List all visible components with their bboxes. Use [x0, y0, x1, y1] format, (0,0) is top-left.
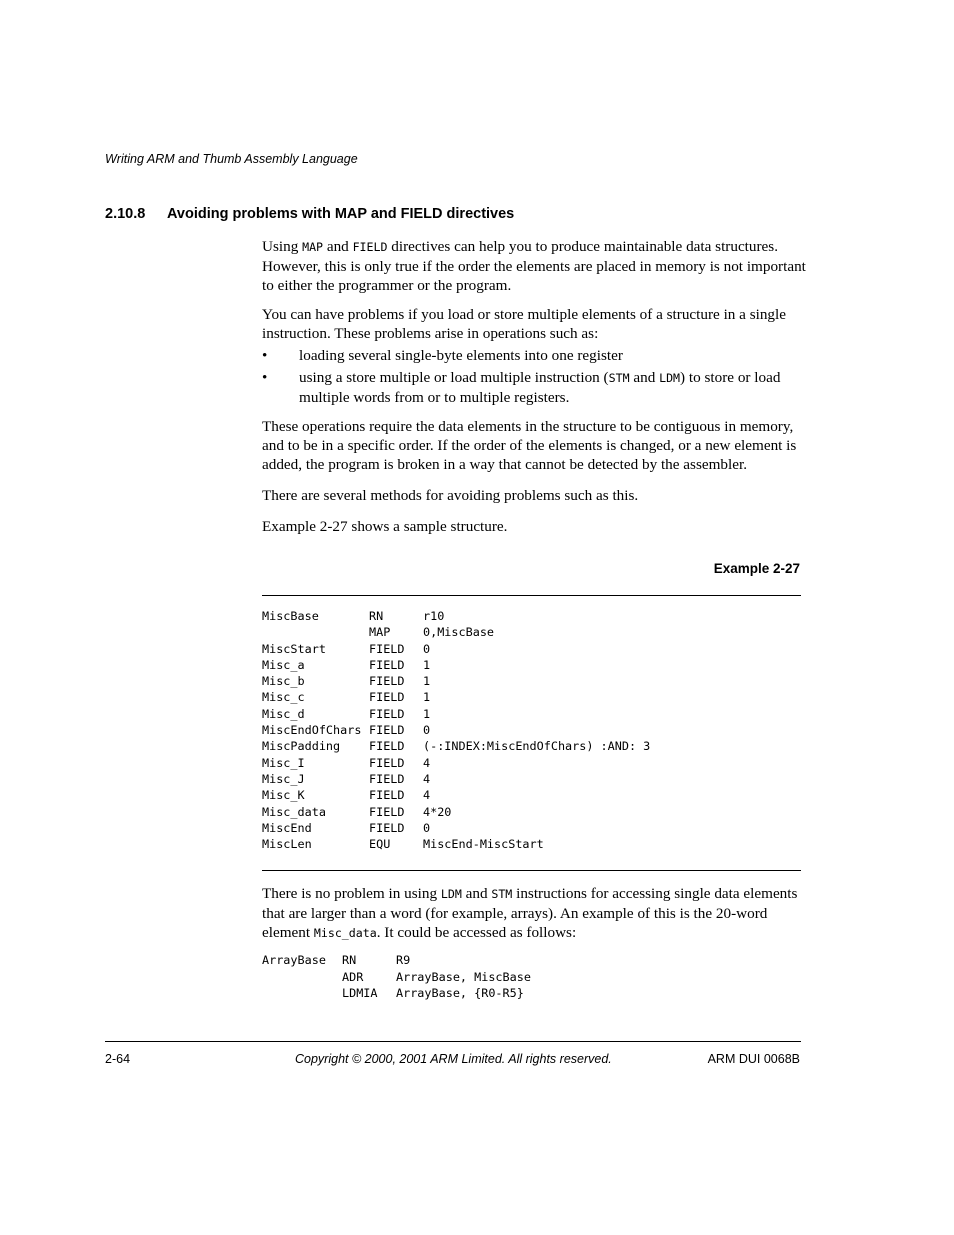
- code-directive: FIELD: [369, 771, 405, 786]
- footer-page-number: 2-64: [105, 1052, 131, 1066]
- text-run: and: [629, 369, 660, 386]
- code-run: FIELD: [352, 240, 388, 254]
- code-directive: ADR: [342, 969, 364, 984]
- paragraph-methods: There are several methods for avoiding problems such as this.: [262, 487, 639, 504]
- text-run: using a store multiple or load multiple instruction (: [299, 369, 609, 386]
- code-run: LDM: [440, 887, 462, 901]
- example-top-rule: [262, 595, 801, 596]
- code-label: [262, 969, 342, 986]
- text-run: and: [461, 885, 492, 902]
- code-line: [262, 608, 650, 624]
- code-line: [262, 952, 531, 969]
- code-line: [262, 657, 650, 673]
- code-line: [262, 738, 650, 754]
- code-line: [262, 969, 531, 986]
- code-operand: 4: [423, 788, 431, 803]
- code-line: [262, 820, 650, 836]
- code-line: [262, 641, 650, 657]
- code-label: Misc_I: [262, 755, 305, 770]
- code-operand: 1: [423, 690, 431, 705]
- code-label: MiscLen: [262, 837, 312, 852]
- code-directive: FIELD: [369, 804, 405, 819]
- code-operand: 0,MiscBase: [423, 625, 495, 640]
- code-run: LDM: [659, 371, 681, 385]
- section-number: 2.10.8: [105, 206, 146, 222]
- code-label: [262, 985, 342, 1002]
- code-directive: FIELD: [369, 641, 405, 656]
- code-directive: FIELD: [369, 739, 405, 754]
- code-directive: FIELD: [369, 820, 405, 835]
- code-label: Misc_J: [262, 771, 305, 786]
- code-run: STM: [491, 887, 513, 901]
- running-head: Writing ARM and Thumb Assembly Language: [105, 152, 358, 166]
- example-caption: Example 2-27: [713, 561, 800, 576]
- code-label: MiscBase: [262, 609, 319, 623]
- code-operand: R9: [396, 953, 411, 967]
- code-label: MiscStart: [262, 641, 326, 656]
- code-label: Misc_d: [262, 706, 305, 721]
- footer-copyright: Copyright © 2000, 2001 ARM Limited. All rights reserved.: [295, 1052, 612, 1066]
- code-operand: 1: [423, 657, 431, 672]
- footer-rule: [105, 1041, 801, 1042]
- code-label: Misc_b: [262, 674, 305, 689]
- code-line: [262, 771, 650, 787]
- code-label: Misc_a: [262, 657, 305, 672]
- text-run: directives can help you to produce maintainable data structures. However, this is only true if the order the elements are placed in memory is not important to either the programmer or the program.: [262, 238, 806, 294]
- code-directive: FIELD: [369, 755, 405, 770]
- bullet-text: loading several single-byte elements into one register: [299, 347, 623, 364]
- code-directive: EQU: [369, 837, 391, 852]
- footer-doc-id: ARM DUI 0068B: [707, 1052, 800, 1066]
- code-operand: ArrayBase, MiscBase: [396, 969, 531, 984]
- code-line: [262, 985, 531, 1002]
- bullet-text: [299, 368, 807, 407]
- code-operand: 1: [423, 706, 431, 721]
- code-run: MAP: [302, 240, 324, 254]
- paragraph-map-field-intro: [262, 237, 807, 295]
- code-line: [262, 836, 650, 852]
- code-line: [262, 706, 650, 722]
- code-operand: 4: [423, 771, 431, 786]
- code-label: MiscPadding: [262, 739, 341, 754]
- code-line: [262, 673, 650, 689]
- example-code-block: [262, 608, 650, 852]
- paragraph-example-ref: Example 2-27 shows a sample structure.: [262, 518, 508, 535]
- code-directive: FIELD: [369, 706, 405, 721]
- code-operand: 0: [423, 641, 431, 656]
- code-label: Misc_c: [262, 690, 305, 705]
- code-operand: 4*20: [423, 804, 452, 819]
- code-run: STM: [608, 371, 630, 385]
- text-run: instructions for accessing single data elements that are larger than a word (for example, arrays). An example of this is the 20-word element: [262, 885, 798, 941]
- code-label: MiscEndOfChars: [262, 723, 362, 738]
- code-directive: FIELD: [369, 674, 405, 689]
- code-line: [262, 624, 650, 640]
- paragraph-problems: You can have problems if you load or store multiple elements of a structure in a single instruction. These problems arise in operations such as:: [262, 306, 786, 342]
- code-directive: MAP: [369, 625, 391, 640]
- example-bottom-rule: [262, 870, 801, 871]
- code-directive: RN: [369, 609, 384, 623]
- code-operand: (-:INDEX:MiscEndOfChars) :AND: 3: [423, 739, 651, 754]
- text-run: ) to store or load multiple words from or to multiple registers.: [299, 369, 781, 406]
- code-line: [262, 787, 650, 803]
- code-operand: MiscEnd-MiscStart: [423, 837, 544, 852]
- array-code-block: [262, 952, 531, 1002]
- code-label: ArrayBase: [262, 953, 326, 967]
- code-line: [262, 722, 650, 738]
- text-run: There is no problem in using: [262, 885, 441, 902]
- code-directive: FIELD: [369, 657, 405, 672]
- code-directive: FIELD: [369, 690, 405, 705]
- code-operand: 0: [423, 723, 431, 738]
- section-heading: [105, 206, 514, 222]
- paragraph-ldm-stm: [262, 884, 807, 943]
- code-directive: FIELD: [369, 788, 405, 803]
- text-run: and: [323, 238, 353, 255]
- code-operand: 1: [423, 674, 431, 689]
- code-label: [262, 624, 369, 640]
- section-title: Avoiding problems with MAP and FIELD directives: [167, 206, 515, 222]
- paragraph-contiguous: These operations require the data elements in the structure to be contiguous in memory, and to be in a specific order. If the order of the elements is changed, or a new element is added, the program is broken in a way that cannot be detected by the assembler.: [262, 418, 797, 473]
- code-operand: ArrayBase, {R0-R5}: [396, 986, 524, 1000]
- code-line: [262, 689, 650, 705]
- code-label: Misc_K: [262, 788, 305, 803]
- code-operand: 0: [423, 820, 431, 835]
- code-label: MiscEnd: [262, 820, 312, 835]
- bullet-symbol: •: [262, 369, 268, 386]
- bullet-symbol: •: [262, 347, 268, 364]
- code-directive: LDMIA: [342, 986, 378, 1000]
- text-run: . It could be accessed as follows:: [376, 924, 577, 941]
- code-operand: r10: [423, 609, 445, 623]
- code-line: [262, 804, 650, 820]
- code-run: Misc_data: [313, 926, 377, 940]
- code-line: [262, 755, 650, 771]
- code-label: Misc_data: [262, 804, 326, 819]
- code-operand: 4: [423, 755, 431, 770]
- text-run: Using: [262, 238, 303, 255]
- code-directive: RN: [342, 953, 357, 967]
- code-directive: FIELD: [369, 723, 405, 738]
